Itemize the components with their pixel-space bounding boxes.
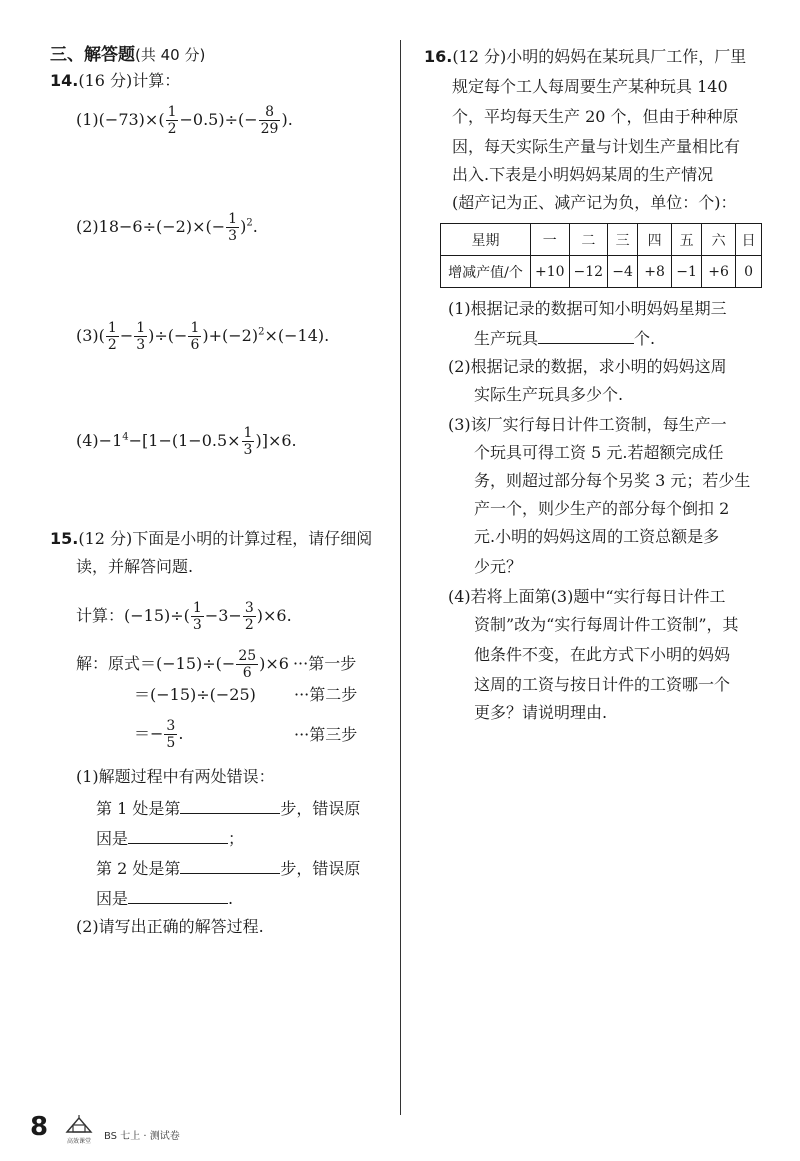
frac-den: 3 [192, 617, 202, 633]
q14-p2-end: . [252, 217, 258, 236]
q15-line1-text: (12 分)下面是小明的计算过程，请仔细阅 [78, 529, 373, 548]
q15-calc-frac2 [243, 600, 256, 633]
frac-num: 1 [228, 211, 238, 227]
q14-p2-pre: (2)18−6÷(−2)×(− [76, 217, 226, 236]
frac-den: 3 [228, 228, 238, 244]
table-day: 日 [736, 224, 762, 256]
q14-p4-post: )]×6. [255, 431, 297, 450]
q15-step1-label: ···第一步 [292, 654, 357, 673]
frac-num: 1 [243, 425, 253, 441]
table-day: 六 [702, 224, 736, 256]
frac-num: 1 [190, 320, 200, 336]
q14-number: 14. [50, 71, 79, 90]
table-cell: −12 [569, 256, 608, 288]
q14-p2-post: ) [240, 217, 247, 236]
q16-sub4-line: (4)若将上面第(3)题中“实行每日计件工 [448, 587, 726, 606]
q14-part1 [76, 104, 293, 137]
q14-p1-frac1 [166, 104, 179, 137]
q14-p2-frac [226, 211, 239, 244]
q14-p1-pre: (1)(−73)×( [76, 110, 165, 129]
q15-err2-suffix: 步，错误原 [280, 859, 361, 878]
q16-sub3-line: 少元？ [474, 557, 523, 576]
q15-sol1 [76, 648, 356, 681]
q16-sub2-line1: (2)根据记录的数据，求小明的妈妈这周 [448, 357, 727, 376]
q14-p3-post: ×(−14). [264, 326, 330, 345]
q14-p2-exp: 2 [246, 217, 253, 229]
q15-err2-prefix: 第 2 处是第 [96, 859, 181, 878]
q15-sol3-pre: ＝− [134, 724, 164, 743]
frac-den: 2 [107, 337, 117, 353]
frac-den: 2 [244, 617, 254, 633]
frac-den: 5 [166, 735, 176, 751]
q15-step3-label: ···第三步 [294, 725, 358, 744]
step-blank-1[interactable] [180, 796, 280, 814]
publisher-logo-icon [64, 1114, 94, 1145]
q14-p4-pre: (4)−1 [76, 431, 123, 450]
frac-den: 6 [190, 337, 200, 353]
q15-err2-reason [96, 886, 233, 910]
footer-label: BS 七上 · 测试卷 [104, 1131, 180, 1142]
q14-p4-mid: −[1−(1−0.5× [128, 431, 241, 450]
q15-calc-pre: 计算：(−15)÷( [76, 606, 190, 625]
q16-text-2: 个，平均每天生产 20 个，但由于种种原 [452, 107, 739, 126]
column-divider [400, 40, 401, 1115]
q16-sub3-line: 元.小明的妈妈这周的工资总额是多 [474, 527, 720, 546]
q14-p4-frac [242, 425, 255, 458]
q16-text-5: (超产记为正、减产记为负，单位：个)： [452, 193, 737, 212]
q16-text-4: 出入.下表是小明妈妈某周的生产情况 [452, 165, 714, 184]
table-cell: 0 [736, 256, 762, 288]
section-title [50, 40, 205, 65]
q15-err1-line [96, 796, 360, 820]
step-blank-2[interactable] [180, 856, 280, 874]
section-score: (共 40 分) [135, 46, 206, 64]
q16-text-1: 规定每个工人每周要生产某种玩具 140 [452, 77, 728, 96]
q16-sub4-line: 更多？请说明理由. [474, 703, 608, 722]
q15-err1-reason [96, 826, 244, 850]
q15-calc-frac1 [191, 600, 204, 633]
q15-err2-reason-label: 因是 [96, 889, 129, 908]
table-cell: +10 [531, 256, 570, 288]
q16-sub2-line2: 实际生产玩具多少个. [474, 385, 624, 404]
q14-p3-m3: )+(−2) [202, 326, 259, 345]
frac-num: 1 [107, 320, 117, 336]
q14-header [50, 70, 180, 92]
section-title-text: 三、解答题 [50, 45, 135, 65]
q14-part4 [76, 425, 297, 458]
q15-calc-post: )×6. [256, 606, 292, 625]
q16-line0 [424, 46, 746, 68]
frac-den: 6 [242, 665, 252, 681]
q15-sol2: ＝(−15)÷(−25) [134, 685, 256, 704]
q16-sub1-suffix: 个. [634, 329, 656, 348]
frac-den: 3 [136, 337, 146, 353]
q14-p1-mid: −0.5)÷(− [179, 110, 258, 129]
frac-num: 3 [166, 718, 176, 734]
table-row-label: 增减产值/个 [441, 256, 531, 288]
reason-blank-1[interactable] [128, 826, 228, 844]
q15-err1-suffix: 步，错误原 [280, 799, 361, 818]
table-day: 四 [638, 224, 672, 256]
q14-p3-frac2 [134, 320, 147, 353]
q14-part3 [76, 320, 329, 353]
table-day: 一 [531, 224, 570, 256]
q15-calc [76, 600, 292, 633]
q16-sub4-line: 这周的工资与按日计件的工资哪一个 [474, 675, 731, 694]
q14-part2 [76, 211, 258, 244]
q15-sol1-post: )×6 [259, 654, 289, 673]
q14-p3-pre: (3)( [76, 326, 105, 345]
q14-p4-exp: 4 [122, 431, 129, 443]
q14-p3-exp: 2 [258, 326, 265, 338]
q15-err2-line [96, 856, 360, 880]
q15-step2-label: ···第二步 [294, 685, 358, 704]
frac-den: 29 [260, 121, 279, 137]
toys-blank[interactable] [538, 326, 634, 344]
frac-num: 1 [167, 104, 177, 120]
q16-sub1-line1: (1)根据记录的数据可知小明妈妈星期三 [448, 299, 727, 318]
q14-p1-post: ). [281, 110, 293, 129]
q16-sub3-line: 个玩具可得工资 5 元.若超额完成任 [474, 443, 724, 462]
logo-text: 高效课堂 [66, 1138, 91, 1145]
q16-sub1-prefix: 生产玩具 [474, 329, 539, 348]
table-cell: +6 [702, 256, 736, 288]
q14-p3-m2: )÷(− [148, 326, 188, 345]
frac-num: 8 [259, 104, 281, 121]
q16-text-3: 因，每天实际生产量与计划生产量相比有 [452, 137, 741, 156]
q15-sol3 [134, 718, 183, 751]
frac-num: 1 [136, 320, 146, 336]
q15-sol3-frac [164, 718, 177, 751]
q16-number: 16. [424, 47, 453, 66]
q16-sub4-line: 他条件不变，在此方式下小明的妈妈 [474, 645, 731, 664]
frac-den: 2 [167, 121, 177, 137]
q16-sub4-line: 资制”改为“实行每周计件工资制”，其 [474, 615, 739, 634]
frac-num: 1 [192, 600, 202, 616]
q14-p1-frac2 [259, 104, 281, 137]
table-header-row [441, 224, 762, 256]
q16-sub3-line: 产一个，则少生产的部分每个倒扣 2 [474, 499, 730, 518]
table-day: 二 [569, 224, 608, 256]
q16-sub1-line2 [474, 326, 655, 350]
q16-text-0: (12 分)小明的妈妈在某玩具厂工作，厂里 [452, 47, 747, 66]
q15-err1-prefix: 第 1 处是第 [96, 799, 181, 818]
table-cell: +8 [638, 256, 672, 288]
q15-sub2: (2)请写出正确的解答过程. [76, 917, 264, 936]
q15-sub1-title: (1)解题过程中有两处错误： [76, 767, 275, 786]
q16-sub3-line: 务，则超过部分每个另奖 3 元；若少生 [474, 471, 751, 490]
q15-line2: 读，并解答问题. [76, 557, 194, 576]
q14-p3-frac3 [188, 320, 201, 353]
q15-err1-end: ； [228, 829, 245, 848]
q15-number: 15. [50, 529, 79, 548]
table-value-row [441, 256, 762, 288]
table-day: 五 [672, 224, 702, 256]
table-cell: −4 [608, 256, 638, 288]
production-table [440, 223, 762, 288]
q14-header-text: (16 分)计算： [78, 71, 181, 90]
table-day: 三 [608, 224, 638, 256]
q14-p3-frac1 [106, 320, 119, 353]
frac-num: 25 [238, 648, 257, 664]
reason-blank-2[interactable] [128, 886, 228, 904]
table-cell: −1 [672, 256, 702, 288]
q15-sol1-frac [236, 648, 258, 681]
table-header-label: 星期 [441, 224, 531, 256]
q15-err2-end: . [228, 889, 234, 908]
frac-num: 3 [244, 600, 254, 616]
q14-p3-m1: − [119, 326, 134, 345]
q15-err1-reason-label: 因是 [96, 829, 129, 848]
q15-calc-mid: −3− [204, 606, 242, 625]
page-number: 8 [30, 1112, 49, 1142]
q16-sub3-line: (3)该厂实行每日计件工资制，每生产一 [448, 415, 727, 434]
q15-sol1-pre: 解：原式＝(−15)÷(− [76, 654, 236, 673]
frac-den: 3 [243, 442, 253, 458]
q15-line1 [50, 528, 372, 550]
q15-sol3-post: . [178, 724, 184, 743]
